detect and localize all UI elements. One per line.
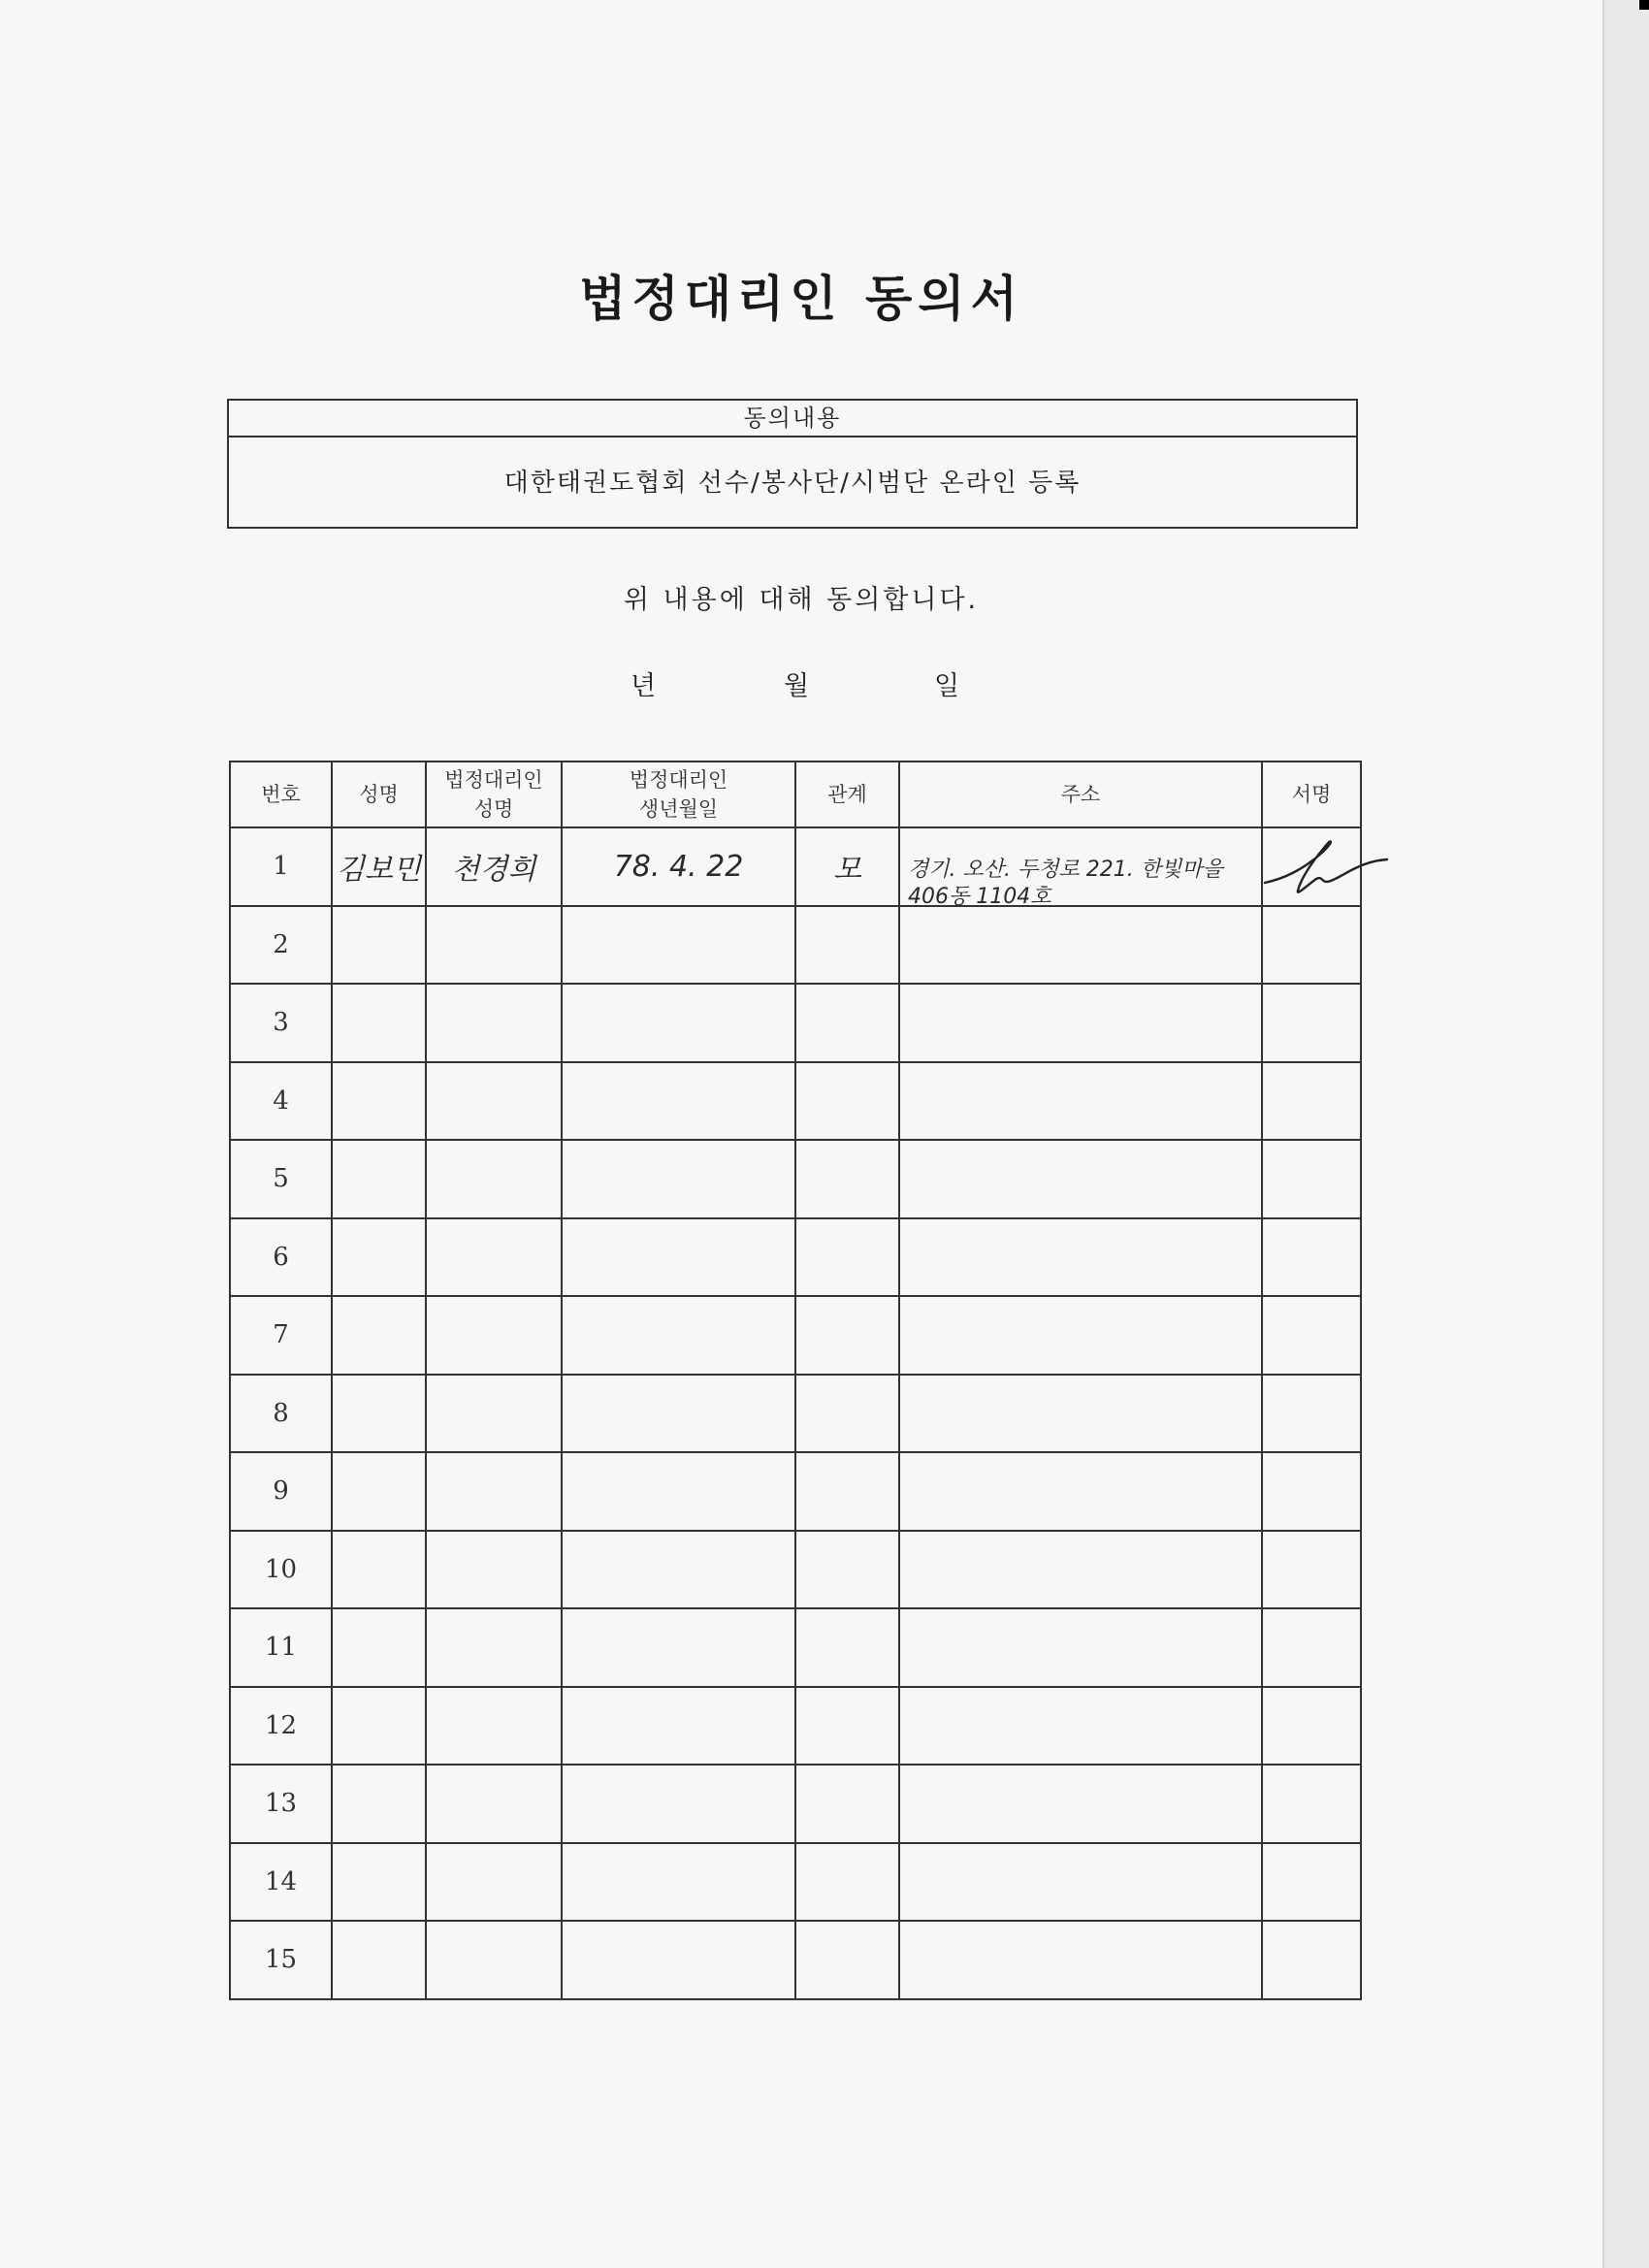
table-row bbox=[230, 1531, 1361, 1609]
guardian-name-cell bbox=[426, 1452, 562, 1531]
student-name-cell bbox=[332, 1452, 426, 1531]
address-cell bbox=[899, 1843, 1262, 1922]
guardian-birthdate-cell bbox=[562, 906, 795, 985]
row-number: 4 bbox=[230, 1062, 332, 1141]
signature-cell bbox=[1262, 1296, 1361, 1375]
student-name-cell bbox=[332, 827, 426, 906]
table-row bbox=[230, 1375, 1361, 1453]
relation-cell bbox=[795, 1375, 899, 1453]
row-number: 13 bbox=[230, 1765, 332, 1843]
address-cell bbox=[899, 1531, 1262, 1609]
guardian-name-cell bbox=[426, 1531, 562, 1609]
agreement-statement: 위 내용에 대해 동의합니다. bbox=[623, 585, 980, 615]
row-number: 5 bbox=[230, 1140, 332, 1218]
guardian-birthdate-cell bbox=[562, 1921, 795, 1999]
row-number: 11 bbox=[230, 1608, 332, 1687]
relation-cell bbox=[795, 1765, 899, 1843]
row-number: 1 bbox=[230, 827, 332, 906]
date-month-label: 월 bbox=[784, 671, 810, 701]
guardian-birthdate-cell bbox=[562, 827, 795, 906]
signature-cell bbox=[1262, 1375, 1361, 1453]
row-number: 10 bbox=[230, 1531, 332, 1609]
signature-cell bbox=[1262, 1140, 1361, 1218]
address-cell bbox=[899, 827, 1262, 910]
guardian-name-cell bbox=[426, 1062, 562, 1141]
table-row bbox=[230, 906, 1361, 985]
table-body bbox=[230, 827, 1361, 1999]
table-row bbox=[230, 1296, 1361, 1375]
row-number: 14 bbox=[230, 1843, 332, 1922]
signature-cell bbox=[1262, 1062, 1361, 1141]
student-name-cell bbox=[332, 906, 426, 985]
guardian-name-cell bbox=[426, 1218, 562, 1297]
scan-edge bbox=[1602, 0, 1649, 2268]
signature-cell bbox=[1262, 1843, 1361, 1922]
relation-cell bbox=[795, 827, 899, 906]
address-cell bbox=[899, 1921, 1262, 1999]
relation-cell bbox=[795, 1296, 899, 1375]
relation: 모 bbox=[833, 853, 861, 888]
relation-cell bbox=[795, 1608, 899, 1687]
address-cell bbox=[899, 1452, 1262, 1531]
guardian-birthdate-cell bbox=[562, 1687, 795, 1766]
guardian-birthdate-cell bbox=[562, 1608, 795, 1687]
student-name-cell bbox=[332, 1375, 426, 1453]
header-number: 번호 bbox=[230, 761, 332, 827]
relation-cell bbox=[795, 1687, 899, 1766]
signature-cell bbox=[1262, 1608, 1361, 1687]
row-number: 7 bbox=[230, 1296, 332, 1375]
scan-corner-mark bbox=[1639, 0, 1649, 10]
consent-body: 대한태권도협회 선수/봉사단/시범단 온라인 등록 bbox=[503, 469, 1082, 498]
header-guardian-birthdate: 법정대리인 생년월일 bbox=[562, 761, 795, 827]
row-number: 3 bbox=[230, 984, 332, 1062]
address-cell bbox=[899, 1140, 1262, 1218]
row-number: 15 bbox=[230, 1921, 332, 1999]
guardian-name-cell bbox=[426, 906, 562, 985]
signature-cell bbox=[1262, 1687, 1361, 1766]
relation-cell bbox=[795, 1843, 899, 1922]
guardian-birthdate: 78. 4. 22 bbox=[613, 849, 744, 884]
row-number: 8 bbox=[230, 1375, 332, 1453]
relation-cell bbox=[795, 1140, 899, 1218]
signature-cell bbox=[1262, 1765, 1361, 1843]
address-cell bbox=[899, 1062, 1262, 1141]
student-name-cell bbox=[332, 1765, 426, 1843]
table-row bbox=[230, 1765, 1361, 1843]
address-cell bbox=[899, 1218, 1262, 1297]
student-name-cell bbox=[332, 1687, 426, 1766]
relation-cell bbox=[795, 906, 899, 985]
row-number: 9 bbox=[230, 1452, 332, 1531]
document-title: 법정대리인 동의서 bbox=[579, 271, 1023, 327]
guardian-name-cell bbox=[426, 1687, 562, 1766]
guardian-birthdate-cell bbox=[562, 1531, 795, 1609]
header-signature: 서명 bbox=[1262, 761, 1361, 827]
guardian-table bbox=[229, 761, 1362, 2000]
signature-cell bbox=[1262, 1921, 1361, 1999]
signature-cell bbox=[1262, 906, 1361, 985]
table-row bbox=[230, 1140, 1361, 1218]
guardian-name-cell bbox=[426, 984, 562, 1062]
signature-cell bbox=[1262, 1531, 1361, 1609]
date-year-label: 년 bbox=[630, 671, 657, 701]
student-name-cell bbox=[332, 1296, 426, 1375]
signature-cell bbox=[1262, 1218, 1361, 1297]
relation-cell bbox=[795, 1531, 899, 1609]
table-row bbox=[230, 1452, 1361, 1531]
guardian-birthdate-cell bbox=[562, 1765, 795, 1843]
student-name-cell bbox=[332, 1140, 426, 1218]
guardian-name-cell bbox=[426, 1765, 562, 1843]
guardian-name-cell bbox=[426, 827, 562, 906]
address-cell bbox=[899, 1687, 1262, 1766]
student-name-cell bbox=[332, 984, 426, 1062]
signature-cell bbox=[1262, 984, 1361, 1062]
relation-cell bbox=[795, 1062, 899, 1141]
consent-header: 동의내용 bbox=[229, 401, 1356, 437]
guardian-birthdate-cell bbox=[562, 1452, 795, 1531]
address: 경기. 오산. 두청로 221. 한빛마을 406동 1104호 bbox=[908, 858, 1223, 910]
student-name-cell bbox=[332, 1062, 426, 1141]
table-row bbox=[230, 1921, 1361, 1999]
student-name-cell bbox=[332, 1531, 426, 1609]
guardian-birthdate-cell bbox=[562, 1375, 795, 1453]
guardian-birthdate-cell bbox=[562, 1843, 795, 1922]
address-cell bbox=[899, 1296, 1262, 1375]
header-name: 성명 bbox=[332, 761, 426, 827]
address-cell bbox=[899, 1765, 1262, 1843]
relation-cell bbox=[795, 1452, 899, 1531]
header-address: 주소 bbox=[899, 761, 1262, 827]
table-row bbox=[230, 1218, 1361, 1297]
student-name-cell bbox=[332, 1921, 426, 1999]
address-cell bbox=[899, 1608, 1262, 1687]
student-name-cell bbox=[332, 1608, 426, 1687]
relation-cell bbox=[795, 1218, 899, 1297]
guardian-birthdate-cell bbox=[562, 1140, 795, 1218]
table-row bbox=[230, 984, 1361, 1062]
consent-box bbox=[227, 399, 1358, 529]
handwritten-signature bbox=[1263, 832, 1389, 900]
guardian-name-cell bbox=[426, 1375, 562, 1453]
student-name-cell bbox=[332, 1218, 426, 1297]
address-cell bbox=[899, 984, 1262, 1062]
row-number: 2 bbox=[230, 906, 332, 985]
guardian-name-cell bbox=[426, 1608, 562, 1687]
table-row bbox=[230, 827, 1361, 906]
relation-cell bbox=[795, 1921, 899, 1999]
table-header-row bbox=[230, 761, 1361, 827]
signature-cell bbox=[1262, 827, 1361, 906]
row-number: 6 bbox=[230, 1218, 332, 1297]
address-cell bbox=[899, 906, 1262, 985]
relation-cell bbox=[795, 984, 899, 1062]
table-row bbox=[230, 1062, 1361, 1141]
guardian-birthdate-cell bbox=[562, 1218, 795, 1297]
table-row bbox=[230, 1843, 1361, 1922]
guardian-birthdate-cell bbox=[562, 984, 795, 1062]
guardian-birthdate-cell bbox=[562, 1062, 795, 1141]
date-day-label: 일 bbox=[934, 671, 960, 701]
guardian-name: 천경희 bbox=[451, 853, 536, 888]
signature-cell bbox=[1262, 1452, 1361, 1531]
table-row bbox=[230, 1687, 1361, 1766]
student-name-cell bbox=[332, 1843, 426, 1922]
guardian-birthdate-cell bbox=[562, 1296, 795, 1375]
address-cell bbox=[899, 1375, 1262, 1453]
guardian-name-cell bbox=[426, 1140, 562, 1218]
guardian-name-cell bbox=[426, 1296, 562, 1375]
student-name: 김보민 bbox=[337, 853, 421, 888]
header-guardian-name: 법정대리인 성명 bbox=[426, 761, 562, 827]
guardian-name-cell bbox=[426, 1921, 562, 1999]
guardian-name-cell bbox=[426, 1843, 562, 1922]
header-relation: 관계 bbox=[795, 761, 899, 827]
table-row bbox=[230, 1608, 1361, 1687]
row-number: 12 bbox=[230, 1687, 332, 1766]
